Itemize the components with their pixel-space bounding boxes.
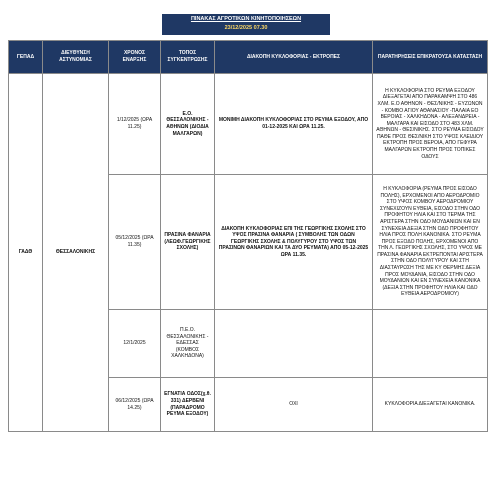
mobilizations-table <box>8 40 488 432</box>
column-header-start-time: ΧΡΟΝΟΣ ΕΝΑΡΞΗΣ <box>109 41 161 74</box>
closure-cell: ΜΟΝΙΜΗ ΔΙΑΚΟΠΗ ΚΥΚΛΟΦΟΡΙΑΣ ΣΤΟ ΡΕΥΜΑ ΕΞΟΔΟΥ, ΑΠΟ 01-12-2025 ΚΑΙ ΩΡΑ 11.25. <box>215 74 373 175</box>
start-time-cell: 05/12/2025 (ΩΡΑ 11.35) <box>109 175 161 310</box>
remarks-cell: Η ΚΥΚΛΟΦΟΡΙΑ (ΡΕΥΜΑ ΠΡΟΣ ΕΙΣΟΔΟ ΠΟΛΗΣ), ΕΡΧΟΜΕΝΟΙ ΑΠΟ ΑΕΡΟΔΡΟΜΙΟ ΣΤΟ ΥΨΟΣ ΚΟΜΒΟΥ ΑΕΡΟΔΡΟΜΙΟΥ ΣΥΝΕΧΙΖΟΥΝ ΕΥΘΕΙΑ, ΕΙΣΟΔΟ ΣΤΗΝ ΟΔΟ ΠΡΟΦΗΤΟΥ ΗΛΙΑ ΚΑΙ ΣΤΟ ΤΕΡΜΑ ΤΗΣ ΑΡΙΣΤΕΡΑ ΣΤΗΝ ΟΔΟ ΜΟΥΔΑΝΙΩΝ ΚΑΙ ΕΝ ΣΥΝΕΧΕΙΑ ΔΕΞΙΑ ΣΤΗΝ ΟΔΟ ΠΡΟΦΗΤΟΥ ΗΛΙΑ ΠΡΟΣ ΠΟΛΗ ΚΑΝΟΝΙΚΑ. ΣΤΟ ΡΕΥΜΑ ΠΡΟΣ ΕΞΟΔΟ ΠΟΛΗΣ, ΕΡΧΟΜΕΝΟΙ ΑΠΟ ΤΗΝ Λ. ΓΕΩΡΓΙΚΗΣ ΣΧΟΛΗΣ, ΣΤΟ ΥΨΟΣ ΜΕ ΠΡΑΣΙΝΑ ΦΑΝΑΡΙΑ ΕΚΤΡΕΠΟΝΤΑΙ ΑΡΙΣΤΕΡΑ ΣΤΗΝ ΟΔΟ ΠΟΛΥΓΥΡΟΥ ΚΑΙ ΣΤΗ ΔΙΑΣΤΑΥΡΩΣΗ ΤΗΣ ΜΕ ΚΥ ΘΕΡΜΗΣ ΔΕΞΙΑ ΠΡΟΣ ΜΟΥΔΑΝΙΑ, ΕΙΣΟΔΟ ΣΤΗΝ ΟΔΟ ΜΟΥΔΑΝΙΩΝ ΚΑΙ ΕΝ ΣΥΝΕΧΕΙΑ ΚΑΝΟΝΙΚΑ (ΔΕΞΙΑ ΣΤΗΝ ΠΡΟΦΗΤΟΥ ΗΛΙΑ ΚΑΙ ΟΔΟ ΕΥΘΕΙΑ ΑΕΡΟΔΡΟΜΙΟΥ) <box>373 175 488 310</box>
directorate-cell: ΘΕΣΣΑΛΟΝΙΚΗΣ <box>43 74 109 432</box>
report-title: ΠΙΝΑΚΑΣ ΑΓΡΟΤΙΚΩΝ ΚΙΝΗΤΟΠΟΙΗΣΕΩΝ <box>190 16 302 22</box>
column-header-location: ΤΟΠΟΣ ΣΥΓΚΕΝΤΡΩΣΗΣ <box>161 41 215 74</box>
remarks-cell <box>373 310 488 378</box>
remarks-cell: ΚΥΚΛΟΦΟΡΙΑ ΔΙΕΞΑΓΕΤΑΙ ΚΑΝΟΝΙΚΑ. <box>373 378 488 432</box>
location-cell: Ε.Ο. ΘΕΣΣΑΛΟΝΙΚΗΣ - ΑΘΗΝΩΝ (ΔΙΟΔΙΑ ΜΑΛΓΑΡΩΝ) <box>161 74 215 175</box>
report-datetime: 23/12/2025 07.30 <box>224 25 268 31</box>
start-time-cell: 06/12/2025 (ΩΡΑ 14.25) <box>109 378 161 432</box>
column-header-gepad: ΓΕΠΑΔ <box>9 41 43 74</box>
column-header-closure: ΔΙΑΚΟΠΗ ΚΥΚΛΟΦΟΡΙΑΣ - ΕΚΤΡΟΠΕΣ <box>215 41 373 74</box>
closure-cell: ΔΙΑΚΟΠΗ ΚΥΚΛΟΦΟΡΙΑΣ ΕΠΙ ΤΗΣ ΓΕΩΡΓΙΚΗΣ ΣΧΟΛΗΣ ΣΤΟ ΥΨΟΣ ΠΡΑΣΙΝΑ ΦΑΝΑΡΙΑ ( ΣΥΜΒΟΛΗΣ ΤΩΝ ΟΔΩΝ ΓΕΩΡΓΙΚΗΣ ΣΧΟΛΗΣ & ΠΟΛΥΓΥΡΟΥ ΣΤΟ ΥΨΟΣ ΤΩΝ ΠΡΑΣΙΝΩΝ ΦΑΝΑΡΙΩΝ ΚΑΙ ΤΑ ΔΥΟ ΡΕΥΜΑΤΑ) ΑΠΟ 05-12-2025 ΩΡΑ 11.35. <box>215 175 373 310</box>
location-cell: ΕΓΝΑΤΙΑ ΟΔΟΣ(χ.θ. 331) ΔΕΡΒΕΝΙ (ΠΑΡΑΔΡΟΜΟ ΡΕΥΜΑ ΕΞΟΔΟΥ) <box>161 378 215 432</box>
table-row <box>9 74 488 175</box>
remarks-cell: Η ΚΥΚΛΟΦΟΡΙΑ ΣΤΟ ΡΕΥΜΑ ΕΞΟΔΟΥ ΔΙΕΞΑΓΕΤΑΙ ΑΠΟ ΠΑΡΑΚΑΜΨΗ ΣΤΟ 486 ΧΛΜ. Ε.Ο ΑΘΗΝΩΝ - ΘΕΣ/ΝΙΚΗΣ - ΕΥΖΩΝΩΝ - ΚΟΜΒΟ ΑΓΙΟΥ ΑΘΑΝΑΣΙΟΥ -ΠΑΛΑΙΑ ΕΟ ΒΕΡΟΙΑΣ - ΧΑΛΚΗΔΟΝΑ - ΑΛΕΞΑΝΔΡΕΙΑ - ΜΑΛΓΑΡΑ ΚΑΙ ΕΙΣΟΔΟ ΣΤΟ 483 ΧΛΜ. ΑΘΗΝΩΝ - ΘΕΣ/ΝΙΚΗΣ. ΣΤΟ ΡΕΥΜΑ ΕΙΣΟΔΟΥ ΠΑΘΕ ΠΡΟΣ ΘΕΣ/ΝΙΚΗ ΣΤΟ ΥΨΟΣ ΚΛΕΙΔΙΟΥ ΕΚΤΡΟΠΗ ΠΡΟΣ ΒΕΡΟΙΑ, ΑΠΟ ΓΕΦΥΡΑ ΜΑΛΓΑΡΩΝ ΕΚΤΡΟΠΗ ΠΡΟΣ ΤΟΠΙΚΕΣ ΟΔΟΥΣ <box>373 74 488 175</box>
column-header-directorate: ΔΙΕΥΘΥΝΣΗ ΑΣΤΥΝΟΜΙΑΣ <box>43 41 109 74</box>
closure-cell: ΟΧΙ <box>215 378 373 432</box>
location-cell: ΠΡΑΣΙΝΑ ΦΑΝΑΡΙΑ (ΛΕΩΦ.ΓΕΩΡΓΙΚΗΣ ΣΧΟΛΗΣ) <box>161 175 215 310</box>
closure-cell <box>215 310 373 378</box>
column-header-remarks: ΠΑΡΑΤΗΡΗΣΕΙΣ ΕΠΙΚΡΑΤΟΥΣΑ ΚΑΤΑΣΤΑΣΗ <box>373 41 488 74</box>
start-time-cell: 12/1/2025 <box>109 310 161 378</box>
start-time-cell: 1/12/2025 (ΩΡΑ 11.25) <box>109 74 161 175</box>
location-cell: Π.Ε.Ο. ΘΕΣΣΑΛΟΝΙΚΗΣ - ΕΔΕΣΣΑΣ (ΚΟΜΒΟΣ ΧΑΛΚΗΔΟΝΑ) <box>161 310 215 378</box>
report-title-banner <box>162 14 330 35</box>
table-header-row <box>9 41 488 74</box>
gepad-cell: ΓΑΔΘ <box>9 74 43 432</box>
